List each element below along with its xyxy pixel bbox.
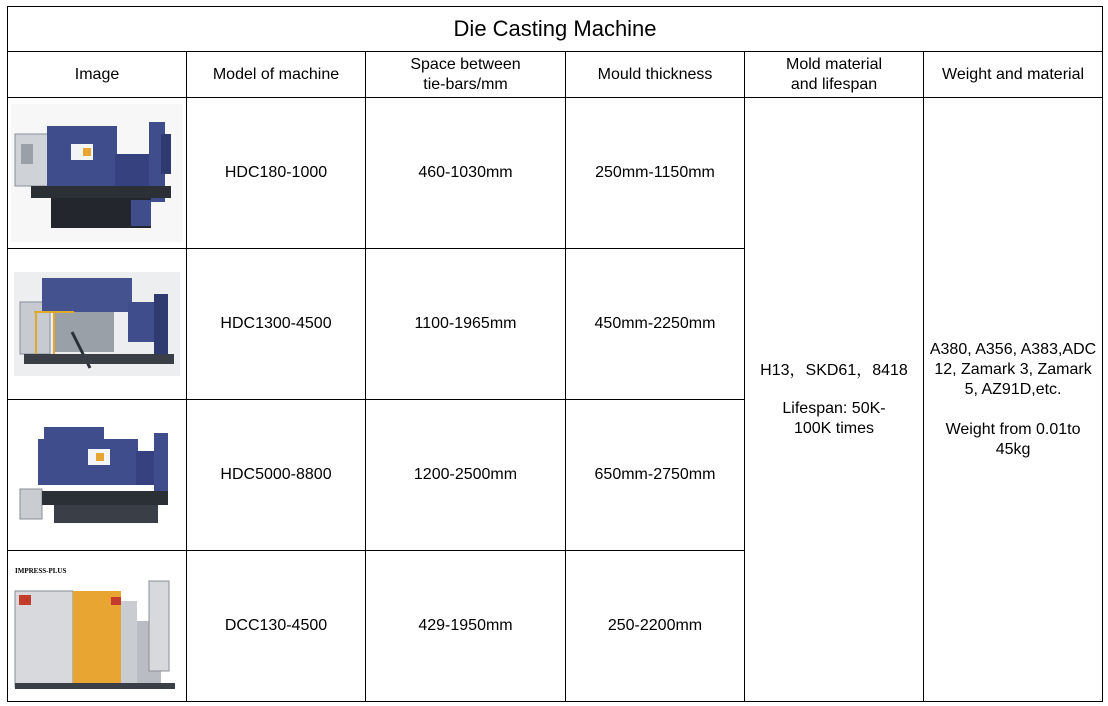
mold-lifespan: Lifespan: 50K-100K times	[782, 399, 886, 437]
mold-material-cell	[745, 98, 924, 702]
mould-cell: 250-2200mm	[566, 551, 745, 702]
die-casting-machine-image	[11, 104, 183, 242]
mould-cell: 250mm-1150mm	[566, 98, 745, 249]
weight-material-cell	[924, 98, 1103, 702]
machine-image-cell	[8, 249, 187, 400]
machine-image-cell	[8, 400, 187, 551]
table-row	[8, 98, 1103, 249]
model-cell: HDC1300-4500	[187, 249, 366, 400]
header-space	[366, 52, 566, 98]
header-space-line1: Space between	[410, 55, 521, 73]
die-casting-machine-image	[11, 561, 183, 691]
die-casting-table	[7, 6, 1103, 702]
weight-range: Weight from 0.01to 45kg	[945, 420, 1081, 458]
table-title: Die Casting Machine	[8, 7, 1103, 52]
model-cell: HDC180-1000	[187, 98, 366, 249]
header-space-line2: tie-bars/mm	[423, 75, 508, 93]
impress-plus-label: IMPRESS-PLUS	[15, 567, 67, 575]
die-casting-machine-image	[14, 272, 180, 376]
weight-materials: A380, A356, A383,ADC 12, Zamark 3, Zamark 5, AZ91D,etc.	[929, 340, 1097, 398]
header-mold	[745, 52, 924, 98]
mould-cell: 450mm-2250mm	[566, 249, 745, 400]
header-mold-line1: Mold material	[785, 55, 883, 73]
die-casting-machine-image	[14, 415, 180, 535]
header-mold-line2: and lifespan	[790, 75, 878, 93]
header-image: Image	[8, 52, 187, 98]
header-weight: Weight and material	[924, 52, 1103, 98]
space-cell: 460-1030mm	[366, 98, 566, 249]
header-model: Model of machine	[187, 52, 366, 98]
machine-image-cell	[8, 551, 187, 702]
mold-materials: H13，SKD61，8418	[760, 361, 908, 379]
model-cell: HDC5000-8800	[187, 400, 366, 551]
model-cell: DCC130-4500	[187, 551, 366, 702]
space-cell: 1200-2500mm	[366, 400, 566, 551]
mould-cell: 650mm-2750mm	[566, 400, 745, 551]
space-cell: 1100-1965mm	[366, 249, 566, 400]
header-mould: Mould thickness	[566, 52, 745, 98]
space-cell: 429-1950mm	[366, 551, 566, 702]
machine-image-cell	[8, 98, 187, 249]
